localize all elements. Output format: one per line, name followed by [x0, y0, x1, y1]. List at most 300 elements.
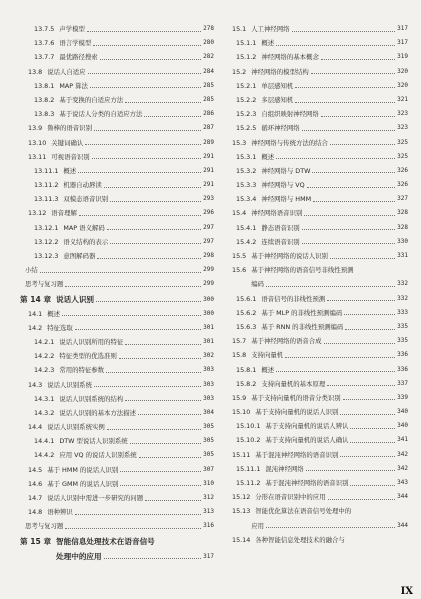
toc-entry-page: 327	[397, 195, 408, 203]
toc-entry-page: 320	[397, 81, 408, 89]
toc-entry-title: 基于 MLP 的非线性预测编码	[261, 308, 343, 317]
toc-entry-number: 第 14 章	[20, 294, 52, 304]
toc-entry	[20, 136, 214, 150]
toc-entry-number: 13.12.3	[34, 252, 59, 260]
toc-entry-page: 335	[397, 337, 408, 345]
toc-dot-leader	[65, 286, 201, 287]
toc-entry	[224, 107, 408, 121]
toc-entry-title: 支持向量机	[251, 351, 284, 360]
toc-entry-page: 286	[203, 110, 214, 118]
toc-entry-page: 305	[203, 451, 214, 459]
toc-entry	[20, 121, 214, 135]
toc-chapter-entry	[20, 549, 214, 564]
toc-entry-title: 神经网络与 VQ	[261, 181, 305, 190]
toc-entry-page: 280	[203, 39, 214, 47]
toc-entry-page: 313	[203, 508, 214, 516]
toc-entry-number: 14.3.2	[34, 408, 55, 417]
toc-entry-number: 15.4.2	[236, 237, 257, 246]
toc-entry	[224, 206, 408, 220]
page-number	[401, 586, 413, 597]
toc-entry-number: 13.10	[28, 138, 47, 147]
toc-entry	[20, 93, 214, 107]
toc-entry	[224, 277, 408, 291]
toc-entry-page: 330	[397, 237, 408, 245]
toc-entry	[20, 107, 214, 121]
toc-entry-title: 神经网络语音识别	[251, 209, 303, 218]
toc-entry-page: 326	[397, 181, 408, 189]
toc-entry-number: 15.11.2	[236, 479, 261, 487]
toc-entry-page: 317	[397, 39, 408, 47]
toc-dot-leader	[119, 358, 201, 359]
toc-entry-page: 285	[203, 81, 214, 89]
toc-dot-leader	[327, 385, 395, 386]
toc-entry-title: 多层感知机	[261, 95, 294, 104]
toc-entry-page: 301	[203, 323, 214, 331]
toc-entry-page: 289	[203, 138, 214, 146]
toc-dot-leader	[138, 414, 201, 415]
toc-entry-title: 基于混沌神经网络的语音识别	[255, 450, 339, 459]
toc-dot-leader	[313, 201, 395, 202]
toc-entry-number: 13.12.1	[34, 223, 59, 232]
toc-dot-leader	[85, 144, 201, 145]
toc-entry	[224, 348, 408, 362]
toc-entry-number: 13.8	[28, 67, 43, 76]
toc-entry-number: 15.11	[232, 450, 251, 459]
page-number-label: IX	[400, 586, 413, 597]
toc-entry	[224, 263, 408, 277]
toc-dot-leader	[62, 315, 201, 316]
toc-entry	[224, 65, 408, 79]
toc-entry-title: 基于 HMM 的说话人识别	[47, 465, 119, 474]
toc-entry	[20, 178, 214, 192]
toc-entry	[224, 306, 408, 320]
toc-entry-title: 神经网络的基本概念	[261, 53, 319, 62]
toc-dot-leader	[145, 500, 201, 501]
toc-entry	[20, 65, 214, 79]
toc-entry-title: 语音理解	[51, 209, 77, 218]
toc-entry	[20, 235, 214, 249]
toc-entry-title: 思考与复习题	[25, 522, 64, 531]
toc-entry-number: 13.7.5	[34, 25, 55, 33]
toc-entry-title: 自组织映射神经网络	[261, 110, 319, 119]
toc-entry	[224, 36, 408, 50]
toc-entry-title: 基于支持向量机的说话人确认	[265, 436, 349, 445]
toc-entry	[224, 150, 408, 164]
toc-entry	[224, 178, 408, 192]
toc-entry-page: 298	[203, 252, 214, 259]
toc-entry-page: 300	[203, 295, 214, 303]
toc-entry-number: 第 15 章	[20, 536, 52, 546]
toc-entry	[224, 93, 408, 107]
toc-entry-title: 概述	[261, 39, 275, 48]
toc-entry-title: 神经网络的模型结构	[251, 67, 309, 76]
toc-entry-title: 基于变换的自适应方法	[59, 95, 124, 104]
toc-dot-leader	[75, 329, 201, 330]
toc-entry-number: 13.8.3	[34, 110, 55, 119]
toc-entry	[224, 164, 408, 178]
toc-entry-number: 13.11.2	[34, 181, 59, 190]
toc-entry-title: 语言学模型	[59, 39, 92, 48]
toc-entry-title: 循环神经网络	[261, 124, 300, 133]
toc-entry	[20, 378, 214, 392]
toc-entry-title: 智能优化算法在语音信号处理中的	[255, 507, 352, 516]
toc-dot-leader	[345, 329, 395, 330]
toc-entry-title: 神经网络与 DTW	[261, 166, 311, 175]
toc-dot-leader	[266, 286, 395, 287]
toc-entry-number: 13.12.2	[34, 237, 59, 246]
toc-entry-title: 基于支持向量机的说话人识别	[255, 408, 339, 417]
toc-chapter-entry	[20, 292, 214, 307]
toc-entry-title: MAP 算法	[59, 81, 88, 90]
toc-dot-leader	[350, 442, 395, 443]
toc-entry-page: 291	[203, 152, 214, 160]
toc-entry-title: 特征类型的优选准则	[59, 352, 117, 361]
toc-entry-page: 332	[397, 280, 408, 288]
toc-entry-number: 15.3	[232, 138, 247, 147]
toc-entry	[224, 391, 408, 405]
toc-dot-leader	[344, 314, 395, 315]
toc-dot-leader	[330, 144, 395, 145]
toc-dot-leader	[107, 429, 201, 430]
toc-entry-page: 282	[203, 53, 214, 61]
toc-entry-page: 316	[203, 522, 214, 530]
toc-entry-number: 15.2.3	[236, 110, 257, 119]
toc-entry-title: 语义结构的表示	[63, 237, 109, 246]
toc-entry-title: 连续语音识别	[261, 237, 300, 246]
toc-entry-page: 303	[203, 380, 214, 388]
toc-entry	[20, 321, 214, 335]
toc-dot-leader	[106, 372, 201, 373]
toc-entry-number: 15.8.2	[236, 379, 257, 388]
toc-entry-title: 混沌神经网络	[265, 464, 304, 473]
toc-entry-page: 301	[203, 337, 214, 345]
toc-entry	[224, 419, 408, 433]
toc-entry-number: 13.12	[28, 209, 47, 218]
toc-entry-title: 双模态语音识别	[63, 195, 109, 204]
toc-entry-title: 基于支持向量机的说话人辨认	[265, 422, 349, 431]
toc-entry-number: 14.6	[28, 479, 43, 488]
toc-dot-leader	[266, 527, 395, 528]
toc-entry-number: 15.4	[232, 209, 247, 218]
toc-entry-page: 293	[203, 195, 214, 203]
toc-entry-number: 15.7	[232, 337, 247, 346]
toc-entry	[224, 433, 408, 447]
toc-entry	[224, 50, 408, 64]
toc-entry-title: 说话人自适应	[47, 67, 86, 76]
toc-entry	[20, 277, 214, 291]
toc-entry-title: 单层感知机	[261, 81, 294, 90]
toc-entry	[224, 221, 408, 235]
toc-entry	[20, 420, 214, 434]
toc-entry-number: 13.11.1	[34, 166, 59, 175]
toc-dot-leader	[327, 300, 395, 301]
toc-entry-title: 概述	[261, 365, 275, 374]
toc-entry-title: 小结	[25, 266, 38, 275]
toc-entry-page: 325	[397, 138, 408, 146]
toc-entry-page: 336	[397, 365, 408, 373]
toc-entry-number: 15.1.2	[236, 53, 257, 62]
toc-entry	[20, 307, 214, 321]
toc-entry-title: 关键词确认	[51, 138, 84, 147]
toc-entry-page: 285	[203, 95, 214, 103]
toc-entry-page: 278	[203, 25, 214, 32]
toc-dot-leader	[328, 499, 396, 500]
toc-entry-page: 325	[397, 152, 408, 160]
toc-entry-number: 15.9	[232, 393, 247, 402]
toc-entry	[20, 164, 214, 178]
toc-entry	[224, 136, 408, 150]
toc-entry-number: 15.10.2	[236, 436, 261, 445]
toc-dot-leader	[343, 399, 395, 400]
toc-entry-title: 特征选取	[47, 323, 73, 332]
toc-entry	[224, 334, 408, 348]
toc-entry-title: 编码	[251, 280, 265, 289]
toc-entry-page: 297	[203, 237, 214, 245]
toc-entry-title: 基于 GMM 的说话人识别	[47, 479, 119, 488]
toc-entry-page: 323	[397, 110, 408, 118]
toc-entry	[224, 192, 408, 206]
toc-dot-leader	[120, 471, 201, 472]
toc-entry-title: DTW 型说话人识别系统	[59, 437, 128, 446]
toc-entry-title: 思考与复习题	[25, 280, 64, 289]
toc-dot-leader	[87, 31, 201, 32]
toc-entry	[224, 405, 408, 419]
toc-entry	[224, 504, 408, 518]
toc-entry	[20, 335, 214, 349]
toc-dot-leader	[93, 45, 201, 46]
toc-entry-title: 说话人识别系统的结构	[59, 394, 124, 403]
toc-entry	[224, 235, 408, 249]
toc-entry-title: 基于混沌神经网络的语音识别	[265, 479, 349, 487]
toc-entry-page: 302	[203, 352, 214, 360]
toc-entry	[20, 36, 214, 50]
toc-dot-leader	[307, 187, 395, 188]
toc-entry-title: 概述	[63, 166, 77, 175]
toc-dot-leader	[295, 87, 395, 88]
toc-entry-number: 14.3.1	[34, 394, 55, 403]
toc-entry-number: 15.11.1	[236, 464, 261, 473]
toc-entry-title: 人工神经网络	[251, 25, 290, 33]
toc-entry-title: 说话人识别中需进一步研究的问题	[47, 494, 144, 502]
toc-entry-title: 最优路径搜索	[59, 53, 98, 62]
toc-entry-number: 15.4.1	[236, 223, 257, 232]
toc-entry-title: 处理中的应用	[56, 551, 102, 561]
toc-entry-page: 341	[397, 436, 408, 444]
toc-entry	[224, 490, 408, 504]
toc-entry-number: 13.11.3	[34, 195, 59, 204]
toc-entry-number: 15.8.1	[236, 365, 257, 374]
toc-entry-page: 328	[397, 223, 408, 231]
toc-entry	[20, 363, 214, 377]
toc-entry-page: 317	[203, 552, 214, 560]
toc-entry-page: 305	[203, 423, 214, 431]
toc-entry	[20, 463, 214, 477]
toc-entry-title: 基于说话人分类的自适应方法	[59, 110, 143, 119]
toc-entry-title: 说话人识别系统	[47, 380, 92, 389]
toc-entry-number: 15.12	[232, 493, 251, 502]
toc-entry-page: 291	[203, 166, 214, 174]
toc-entry-title: 概述	[261, 152, 275, 161]
toc-entry-page: 305	[203, 437, 214, 445]
toc-entry	[20, 150, 214, 164]
toc-entry	[20, 263, 214, 277]
toc-entry-page: 291	[203, 181, 214, 189]
toc-entry-number: 15.5	[232, 252, 247, 260]
toc-entry-page: 344	[397, 521, 408, 529]
toc-entry-number: 15.3.1	[236, 152, 257, 161]
toc-entry	[224, 519, 408, 533]
toc-entry	[20, 505, 214, 519]
toc-entry-title: 分形在语音识别中的应用	[255, 493, 326, 502]
toc-dot-leader	[285, 357, 395, 358]
toc-entry	[224, 448, 408, 462]
toc-dot-leader	[78, 172, 201, 173]
toc-right-column	[224, 22, 408, 547]
toc-dot-leader	[350, 485, 395, 486]
toc-entry-page: 284	[203, 67, 214, 75]
toc-dot-leader	[65, 528, 201, 529]
toc-dot-leader	[107, 229, 201, 230]
toc-entry	[224, 363, 408, 377]
toc-entry-page: 299	[203, 280, 214, 288]
toc-entry-title: 基于神经网络的语音信号非线性预测	[251, 266, 354, 275]
toc-entry-page: 323	[397, 124, 408, 132]
toc-entry	[224, 292, 408, 306]
toc-dot-leader	[125, 400, 201, 401]
toc-dot-leader	[125, 344, 201, 345]
toc-entry-number: 15.6	[232, 266, 247, 275]
toc-entry	[224, 476, 408, 490]
toc-entry-page: 319	[397, 53, 408, 61]
toc-entry	[224, 79, 408, 93]
toc-entry-page: 328	[397, 209, 408, 217]
toc-entry-page: 317	[397, 25, 408, 32]
toc-dot-leader	[295, 102, 395, 103]
toc-dot-leader	[40, 272, 201, 273]
toc-entry-page: 297	[203, 223, 214, 231]
toc-entry-title: 基于 RNN 的非线性预测编码	[261, 322, 344, 331]
toc-entry-title: 静态语音识别	[261, 223, 300, 232]
toc-dot-leader	[276, 371, 395, 372]
toc-entry-title: 语音信号的非线性预测	[261, 294, 326, 303]
toc-entry-page: 310	[203, 479, 214, 487]
toc-dot-leader	[302, 243, 395, 244]
toc-entry	[224, 533, 408, 547]
toc-entry-number: 13.8.1	[34, 81, 55, 90]
toc-entry-title: 说话人识别系统实例	[47, 423, 105, 432]
toc-entry	[224, 249, 408, 263]
toc-entry	[224, 320, 408, 334]
toc-dot-leader	[94, 130, 201, 131]
toc-entry-title: 神经网络与传统方法的结合	[251, 138, 328, 147]
toc-entry-number: 14.2.1	[34, 337, 55, 346]
toc-entry-number: 15.10.1	[236, 422, 261, 431]
toc-entry-page: 340	[397, 408, 408, 416]
toc-entry-title: 神经网络与 HMM	[261, 195, 312, 204]
toc-entry-number: 15.13	[232, 507, 251, 516]
toc-entry-title: 智能信息处理技术在语音信号	[56, 536, 155, 546]
toc-entry-number: 15.2	[232, 67, 247, 76]
toc-entry-title: 可视语音识别	[51, 152, 90, 161]
toc-dot-leader	[96, 301, 201, 302]
toc-dot-leader	[302, 229, 395, 230]
toc-entry-number: 13.8.2	[34, 95, 55, 104]
toc-dot-leader	[94, 386, 201, 387]
toc-entry	[20, 249, 214, 263]
toc-entry	[20, 206, 214, 220]
toc-dot-leader	[144, 116, 201, 117]
toc-entry	[20, 392, 214, 406]
toc-dot-leader	[130, 443, 202, 444]
toc-dot-leader	[330, 258, 395, 259]
toc-dot-leader	[276, 158, 395, 159]
toc-dot-leader	[104, 558, 202, 559]
toc-dot-leader	[340, 414, 395, 415]
toc-entry-number: 14.4	[28, 423, 43, 432]
toc-entry-number: 15.1.1	[236, 39, 257, 48]
toc-entry-number: 14.2.2	[34, 352, 55, 361]
toc-entry-number: 15.6.2	[236, 308, 257, 317]
toc-entry-page: 343	[397, 479, 408, 486]
toc-entry-page: 340	[397, 422, 408, 430]
toc-entry-title: 说话人识别	[56, 294, 95, 304]
toc-dot-leader	[304, 215, 395, 216]
toc-entry-number: 15.1	[232, 25, 247, 33]
toc-entry	[20, 221, 214, 235]
toc-entry	[224, 377, 408, 391]
toc-entry	[20, 192, 214, 206]
toc-entry-page: 342	[397, 450, 408, 458]
toc-dot-leader	[75, 514, 201, 515]
toc-dot-leader	[306, 470, 395, 471]
toc-entry-title: 各种智能信息处理技术的融合与	[255, 535, 345, 544]
toc-entry-number: 15.2.2	[236, 95, 257, 104]
toc-dot-leader	[88, 73, 202, 74]
toc-dot-leader	[321, 59, 395, 60]
toc-entry-page: 303	[203, 394, 214, 402]
toc-entry-page: 332	[397, 294, 408, 302]
toc-dot-leader	[139, 457, 201, 458]
toc-dot-leader	[276, 45, 395, 46]
toc-entry-number: 14.2.3	[34, 366, 55, 375]
toc-entry	[224, 462, 408, 476]
toc-entry-page: 304	[203, 408, 214, 416]
toc-entry	[20, 519, 214, 533]
toc-dot-leader	[312, 172, 395, 173]
toc-entry-number: 15.6.3	[236, 322, 257, 331]
toc-entry-number: 14.7	[28, 494, 43, 502]
toc-entry-page: 326	[397, 166, 408, 174]
toc-entry-number: 15.3.3	[236, 181, 257, 190]
toc-entry	[20, 477, 214, 491]
toc-dot-leader	[125, 102, 201, 103]
toc-entry-number: 14.3	[28, 380, 43, 389]
toc-dot-leader	[90, 87, 201, 88]
toc-entry	[20, 491, 214, 505]
toc-entry-title: 意图解码器	[63, 252, 96, 260]
toc-entry-number: 14.1	[28, 309, 43, 318]
toc-entry-number: 15.8	[232, 351, 247, 360]
toc-entry-title: 机器自动唇读	[63, 181, 102, 190]
toc-left-column	[20, 22, 214, 564]
toc-dot-leader	[302, 130, 395, 131]
toc-entry	[20, 349, 214, 363]
toc-entry-number: 14.4.1	[34, 437, 55, 446]
toc-entry	[224, 22, 408, 36]
toc-dot-leader	[104, 187, 201, 188]
toc-dot-leader	[324, 343, 396, 344]
toc-entry	[20, 79, 214, 93]
